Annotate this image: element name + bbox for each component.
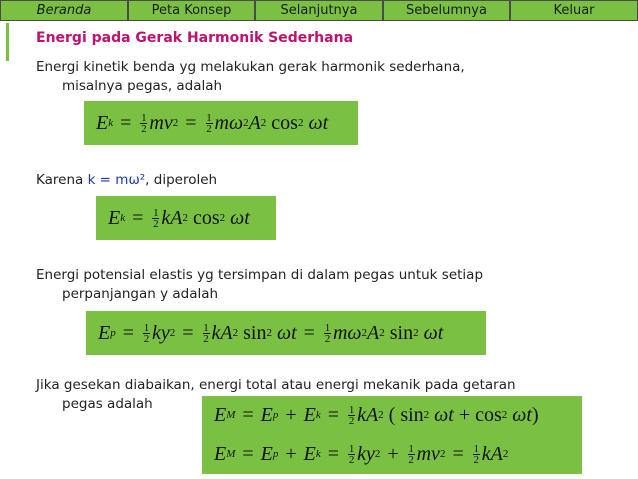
nav-beranda-button[interactable]: Beranda bbox=[0, 0, 128, 21]
paragraph-line: Energi potensial elastis yg tersimpan di dalam pegas untuk setiap bbox=[36, 267, 484, 283]
paragraph-potential bbox=[36, 266, 483, 304]
slide-title: Energi pada Gerak Harmonik Sederhana bbox=[36, 30, 354, 46]
formula-kinetic-energy-k: E k = $\frac{1}{2}$ kA 2 cos 2 ωt bbox=[96, 196, 276, 240]
paragraph-line: misalnya pegas, adalah bbox=[62, 78, 223, 94]
nav-peta-konsep-button[interactable]: Peta Konsep bbox=[128, 0, 255, 21]
navigation-bar bbox=[0, 0, 638, 23]
nav-selanjutnya-button[interactable]: Selanjutnya bbox=[255, 0, 383, 21]
highlight-k-equation: k = mω² bbox=[87, 172, 146, 188]
formula-total-energy-1: E M = E p + E k = $\frac{1}{2}$ kA 2 ( sin 2 ωt + cos 2 ωt ) bbox=[202, 396, 582, 434]
formula-potential-energy: E p = $\frac{1}{2}$ ky 2 = $\frac{1}{2}$ kA 2 sin 2 ωt = $\frac{1}{2}$ m ω 2 A 2 sin 2 ωt bbox=[86, 311, 486, 355]
paragraph-line: perpanjangan y adalah bbox=[62, 286, 219, 302]
paragraph-text: Karena bbox=[36, 172, 88, 188]
formula-kinetic-energy: E k = $\frac{1}{2}$ mv 2 = $\frac{1}{2}$ m ω 2 A 2 cos 2 ωt bbox=[84, 101, 358, 145]
nav-keluar-button[interactable]: Keluar bbox=[510, 0, 638, 21]
paragraph-text: , diperoleh bbox=[145, 172, 218, 188]
paragraph-line: Jika gesekan diabaikan, energi total atau energi mekanik pada getaran bbox=[36, 377, 516, 393]
formula-total-energy-2: E M = E p + E k = $\frac{1}{2}$ ky 2 + $\frac{1}{2}$ mv 2 = $\frac{1}{2}$ kA 2 bbox=[202, 434, 582, 474]
left-accent-strip bbox=[0, 23, 30, 479]
accent-bar bbox=[6, 23, 9, 61]
nav-sebelumnya-button[interactable]: Sebelumnya bbox=[383, 0, 510, 21]
paragraph-kinetic bbox=[36, 58, 465, 96]
paragraph-substitution bbox=[36, 171, 217, 190]
paragraph-line: Energi kinetik benda yg melakukan gerak harmonik sederhana, bbox=[36, 59, 465, 75]
paragraph-line: pegas adalah bbox=[62, 396, 153, 412]
